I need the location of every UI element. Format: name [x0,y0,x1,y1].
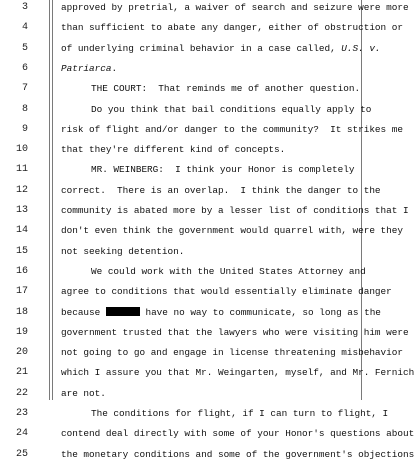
transcript-line [0,282,400,302]
line-text: that they're different kind of concepts. [61,144,286,156]
line-number: 5 [21,42,28,54]
line-text: not going to go and engage in license threatening misbehavior [61,347,403,359]
line-text: government trusted that the lawyers who were visiting him were [61,326,409,338]
transcript-line [0,181,400,201]
line-text: Patriarca. [61,62,118,74]
line-number: 4 [21,22,28,34]
line-text: agree to conditions that would essentially eliminate danger [61,286,392,298]
line-number: 21 [15,367,28,379]
line-text: of underlying criminal behavior in a case called, U.S. v. [61,42,381,54]
line-number: 6 [21,62,28,74]
line-number: 12 [15,184,28,196]
line-text: are not. [61,387,106,399]
transcript-line [0,323,409,343]
transcript-line [0,343,403,363]
transcript-line [0,39,400,59]
line-text: contend deal directly with some of your Honor's questions about [61,428,414,440]
line-number: 13 [15,205,28,216]
line-text: which I assure you that Mr. Weingarten, myself, and Mr. Fernich [61,367,414,379]
line-number: 16 [15,265,28,277]
line-number: 17 [15,286,28,298]
line-text-before-redaction: because [61,306,106,318]
line-text: We could work with the United States Attorney and [91,265,366,277]
transcript-line [0,160,400,180]
transcript-line [0,140,400,160]
transcript-line [0,221,403,241]
transcript-line [0,201,409,221]
line-text: The conditions for flight, if I can turn to flight, I [91,408,389,419]
line-number: 18 [15,306,28,318]
line-number: 10 [15,144,28,156]
line-number: 20 [15,347,28,359]
line-number: 19 [15,326,28,338]
line-text: Do you think that bail conditions equally apply to [91,103,372,115]
transcript-line [0,424,414,444]
line-number: 15 [15,245,28,257]
line-number: 8 [21,103,28,115]
line-text: don't even think the government would quarrel with, were they [61,225,403,237]
line-number: 23 [15,408,28,419]
line-text: correct. There is an overlap. I think the danger to the [61,184,381,196]
line-text: than sufficient to abate any danger, either of obstruction or [61,22,403,34]
transcript-line [0,404,400,424]
line-text: approved by pretrial, a waiver of search and seizure were more [61,2,409,13]
line-number: 25 [15,448,28,460]
transcript-line [0,363,414,383]
case-name: Patriarca [61,62,112,74]
transcript-line [0,303,400,323]
line-text-after-redaction: have no way to communicate, so long as the [139,306,381,318]
line-text: THE COURT: That reminds me of another question. [91,83,361,95]
line-number: 11 [15,164,28,176]
line-number: 22 [15,387,28,399]
transcript-line [0,18,403,38]
line-number: 7 [21,83,28,95]
line-text: the monetary conditions and some of the government's objections [61,448,414,460]
transcript-line [0,100,400,120]
transcript-line [0,262,400,282]
line-text: MR. WEINBERG: I think your Honor is completely [91,164,355,176]
line-text: not seeking detention. [61,245,185,257]
transcript-line [0,445,414,465]
redaction-block [106,307,140,316]
transcript-line [0,384,400,404]
line-number: 9 [21,123,28,135]
line-number: 14 [15,225,28,237]
line-text [61,303,381,323]
transcript-line [0,0,409,18]
line-text: community is abated more by a lesser list of conditions that I [61,205,409,216]
transcript-line [0,59,400,79]
transcript-line [0,242,400,262]
case-name: U.S. v. [341,42,381,54]
transcript-line [0,79,400,99]
line-text: risk of flight and/or danger to the community? It strikes me [61,123,403,135]
transcript-line [0,120,403,140]
line-number: 24 [15,428,28,440]
line-number: 3 [21,2,28,13]
